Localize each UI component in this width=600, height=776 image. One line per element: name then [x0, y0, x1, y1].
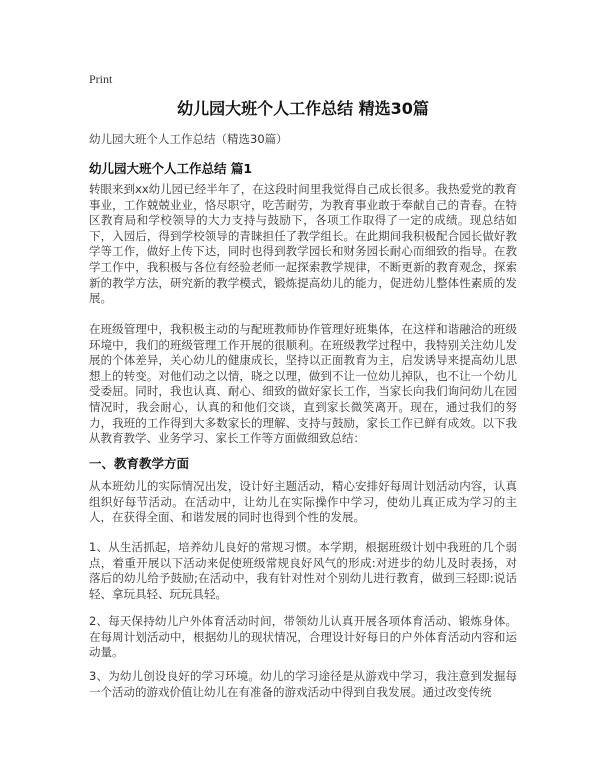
- paragraph-2: 在班级管理中，我积极主动的与配班教师协作管理好班集体，在这样和谐融洽的班级环境中，我们的班级管理工作开展的很顺利。在班级教学过程中，我特别关注幼儿发展的个体差异，关心幼儿的健康成长，坚持以正面教育为主，启发诱导来提高幼儿思想上的转变。对他们动之以情，晓之以理，做到不让一位幼儿掉队，也不让一个幼儿受委屈。同时，我也认真、耐心、细致的做好家长工作，当家长向我们询问幼儿在园情况时，我会耐心，认真的和他们交谈，直到家长微笑离开。现在，通过我们的努力，我班的工作得到大多数家长的理解、支持与鼓励，家长工作已鲜有成效。以下我从教育教学、业务学习、家长工作等方面做细致总结：: [89, 322, 517, 446]
- paragraph-1: 转眼来到xx幼儿园已经半年了，在这段时间里我觉得自己成长很多。我热爱党的教育事业，工作兢兢业业，恪尽职守，吃苦耐劳，为教育事业敢于奉献自己的青春。在特区教育局和学校领导的大力支持与鼓励下，各项工作取得了一定的成绩。现总结如下，入园后，得到学校领导的青睐担任了教学组长。在此期间我积极配合园长做好教学等工作，做好上传下达，同时也得到教学园长和财务园长耐心而细致的指导。在教学工作中，我积极与各位有经验老师一起探索教学规律，不断更新的教育观念，探索新的教学方法，研究新的教学模式，锻炼提高幼儿的能力，促进幼儿整体性素质的发展。: [89, 182, 517, 306]
- subtitle: 幼儿园大班个人工作总结（精选30篇）: [89, 132, 288, 146]
- paragraph-4: 1、从生活抓起，培养幼儿良好的常规习惯。本学期，根据班级计划中我班的几个弱点，着重开展以下活动来促使班级常规良好风气的形成:对进步的幼儿及时表扬，对落后的幼儿给予鼓励;在活动中，我有针对性对个别幼儿进行教育，做到三轻即:说话轻、拿玩具轻、玩玩具轻。: [89, 540, 517, 601]
- page-title: 幼儿园大班个人工作总结 精选30篇: [177, 99, 429, 118]
- paragraph-6: 3、为幼儿创设良好的学习环境。幼儿的学习途径是从游戏中学习，我注意到发掘每一个活动的游戏价值让幼儿在有准备的游戏活动中得到自我发展。通过改变传统: [89, 669, 517, 699]
- print-link[interactable]: Print: [89, 72, 113, 86]
- paragraph-3: 从本班幼儿的实际情况出发，设计好主题活动，精心安排好每周计划活动内容，认真组织好每节活动。在活动中，让幼儿在实际操作中学习，使幼儿真正成为学习的主人，在获得全面、和谐发展的同时也得到个性的发展。: [89, 479, 517, 525]
- heading-education-teaching: 一、教育教学方面: [89, 456, 190, 471]
- section-title: 幼儿园大班个人工作总结 篇1: [89, 161, 253, 176]
- paragraph-5: 2、每天保持幼儿户外体育活动时间，带领幼儿认真开展各项体育活动、锻炼身体。在每周计划活动中，根据幼儿的现状情况，合理设计好每日的户外体育活动内容和运动量。: [89, 614, 517, 660]
